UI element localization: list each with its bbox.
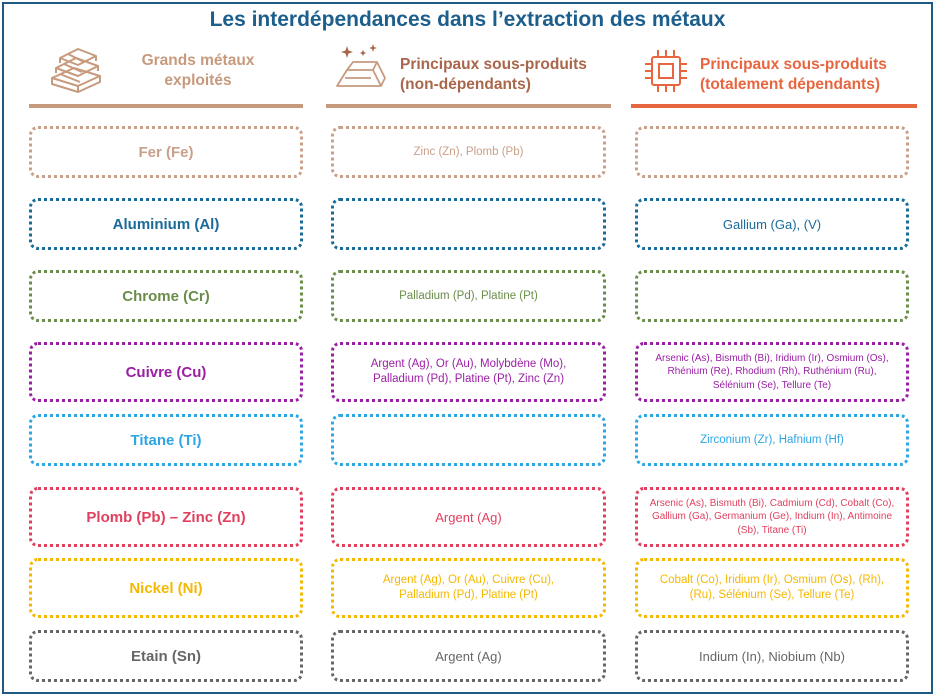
header-col3 [700, 55, 925, 95]
dependent-box [635, 198, 909, 250]
header-col2 [400, 55, 620, 95]
header-col3-line2: (totalement dépendants) [700, 76, 880, 93]
non-dependent-box [331, 558, 606, 618]
dependent-box [635, 414, 909, 466]
non-dependent-text: Argent (Ag) [435, 509, 502, 525]
non-dependent-box [331, 487, 606, 547]
non-dependent-text: Argent (Ag), Or (Au), Cuivre (Cu), Palladium (Pd), Platine (Pt) [382, 574, 555, 601]
header-col1 [108, 51, 288, 91]
dependent-box [635, 630, 909, 682]
non-dependent-text: Palladium (Pd), Platine (Pt) [399, 289, 538, 302]
dependent-text: Gallium (Ga), (V) [722, 216, 822, 232]
non-dependent-text: Argent (Ag) [435, 648, 502, 664]
dependent-box [635, 487, 909, 547]
dependent-box [635, 270, 909, 322]
metal-label: Titane (Ti) [130, 431, 202, 449]
header-col3-line1: Principaux sous-produits [700, 56, 887, 73]
non-dependent-box [331, 630, 606, 682]
metal-box [29, 558, 303, 618]
header-col2-underline [326, 104, 611, 108]
non-dependent-box [331, 126, 606, 178]
non-dependent-text: Zinc (Zn), Plomb (Pb) [413, 145, 524, 158]
non-dependent-box [331, 198, 606, 250]
metal-box [29, 198, 303, 250]
non-dependent-box [331, 414, 606, 466]
metal-label: Fer (Fe) [138, 143, 194, 161]
metal-label: Aluminium (Al) [112, 215, 220, 233]
non-dependent-box [331, 270, 606, 322]
dependent-text: Arsenic (As), Bismuth (Bi), Iridium (Ir), Osmium (Os), Rhénium (Re), Rhodium (Rh), Ruthénium (Ru), Sélénium (Se), Tellure (Te) [655, 352, 889, 391]
header-col2-line1: Principaux sous-produits [400, 56, 587, 73]
dependent-text: Arsenic (As), Bismuth (Bi), Cadmium (Cd), Cobalt (Co), Gallium (Ga), Germanium (Ge), Indium (In), Antimoine (Sb), Titane (Ti) [649, 497, 895, 536]
dependent-box [635, 558, 909, 618]
metal-label: Cuivre (Cu) [125, 363, 207, 381]
header-col1-underline [29, 104, 303, 108]
metal-label: Etain (Sn) [131, 647, 201, 665]
header-col3-underline [631, 104, 917, 108]
stacked-ingots-icon [48, 44, 104, 96]
metal-label: Plomb (Pb) – Zinc (Zn) [86, 508, 246, 526]
non-dependent-box [331, 342, 606, 402]
dependent-text: Zirconium (Zr), Hafnium (Hf) [700, 433, 844, 446]
header-col1-line2: exploités [164, 72, 232, 89]
gold-bar-sparkle-icon [333, 42, 393, 96]
metal-box [29, 270, 303, 322]
metal-box [29, 342, 303, 402]
header-col1-line1: Grands métaux [141, 52, 255, 69]
metal-box [29, 630, 303, 682]
dependent-text: Cobalt (Co), Iridium (Ir), Osmium (Os), (Rh), (Ru), Sélénium (Se), Tellure (Te) [659, 574, 885, 601]
metal-label: Chrome (Cr) [122, 287, 210, 305]
microchip-icon [640, 46, 692, 96]
metal-label: Nickel (Ni) [129, 579, 203, 597]
header-col2-line2: (non-dépendants) [400, 76, 531, 93]
dependent-box [635, 342, 909, 402]
diagram-title: Les interdépendances dans l’extraction des métaux [209, 8, 726, 31]
metal-box [29, 126, 303, 178]
dependent-text: Indium (In), Niobium (Nb) [699, 648, 845, 664]
metal-box [29, 414, 303, 466]
dependent-box [635, 126, 909, 178]
metal-box [29, 487, 303, 547]
non-dependent-text: Argent (Ag), Or (Au), Molybdène (Mo), Palladium (Pd), Platine (Pt), Zinc (Zn) [370, 358, 567, 385]
